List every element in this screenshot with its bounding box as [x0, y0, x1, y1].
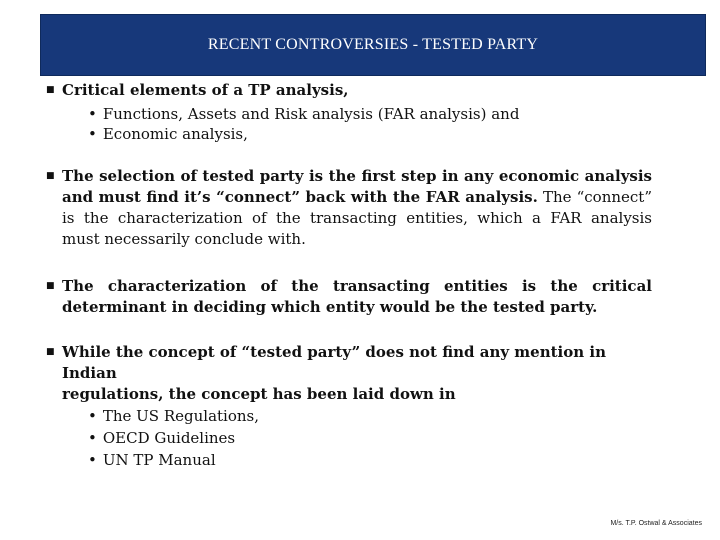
bullet-line-2-rest: The “connect” — [537, 188, 653, 206]
round-bullet-icon: • — [88, 125, 97, 143]
sub-bullet-text: OECD Guidelines — [102, 429, 236, 447]
sub-bullet-text: Functions, Assets and Risk analysis (FAR analysis) and — [102, 105, 520, 123]
bullet-characterization — [46, 276, 652, 318]
sub-bullet-economic — [88, 124, 248, 145]
sub-bullet-text: The US Regulations, — [102, 407, 260, 425]
sub-bullet-far — [88, 104, 519, 125]
round-bullet-icon: • — [88, 451, 97, 469]
bullet-line-1: While the concept of “tested party” does not find any mention in Indian — [62, 343, 606, 382]
bullet-selection — [46, 166, 652, 250]
round-bullet-icon: • — [88, 429, 97, 447]
bullet-text: Critical elements of a TP analysis, — [62, 81, 349, 99]
sub-bullet-text: Economic analysis, — [102, 125, 248, 143]
square-bullet-icon: ■ — [46, 347, 55, 357]
title-banner — [40, 14, 706, 76]
bullet-line-3: is the characterization of the transacting entities, which a FAR analysis — [62, 209, 652, 227]
bullet-line-1: The characterization of the transacting entities is the critical — [62, 277, 652, 295]
bullet-line-2: determinant in deciding which entity would be the tested party. — [62, 298, 598, 316]
bullet-line-1: The selection of tested party is the first step in any economic analysis — [62, 167, 652, 185]
square-bullet-icon: ■ — [46, 281, 55, 291]
bullet-concept — [46, 342, 652, 405]
bullet-line-4: must necessarily conclude with. — [62, 230, 306, 248]
sub-bullet-us-regulations — [88, 406, 259, 427]
round-bullet-icon: • — [88, 407, 97, 425]
square-bullet-icon: ■ — [46, 85, 55, 95]
slide-title: RECENT CONTROVERSIES - TESTED PARTY — [207, 36, 539, 53]
bullet-line-2-bold: and must find it’s “connect” back with the FAR analysis. — [62, 188, 538, 206]
bullet-critical-elements — [46, 80, 652, 101]
bullet-line-2: regulations, the concept has been laid down in — [62, 385, 456, 403]
sub-bullet-text: UN TP Manual — [102, 451, 216, 469]
sub-bullet-oecd — [88, 428, 235, 449]
footer-credit: M/s. T.P. Ostwal & Associates — [610, 520, 702, 527]
sub-bullet-un-manual — [88, 450, 216, 471]
square-bullet-icon: ■ — [46, 171, 55, 181]
round-bullet-icon: • — [88, 105, 97, 123]
